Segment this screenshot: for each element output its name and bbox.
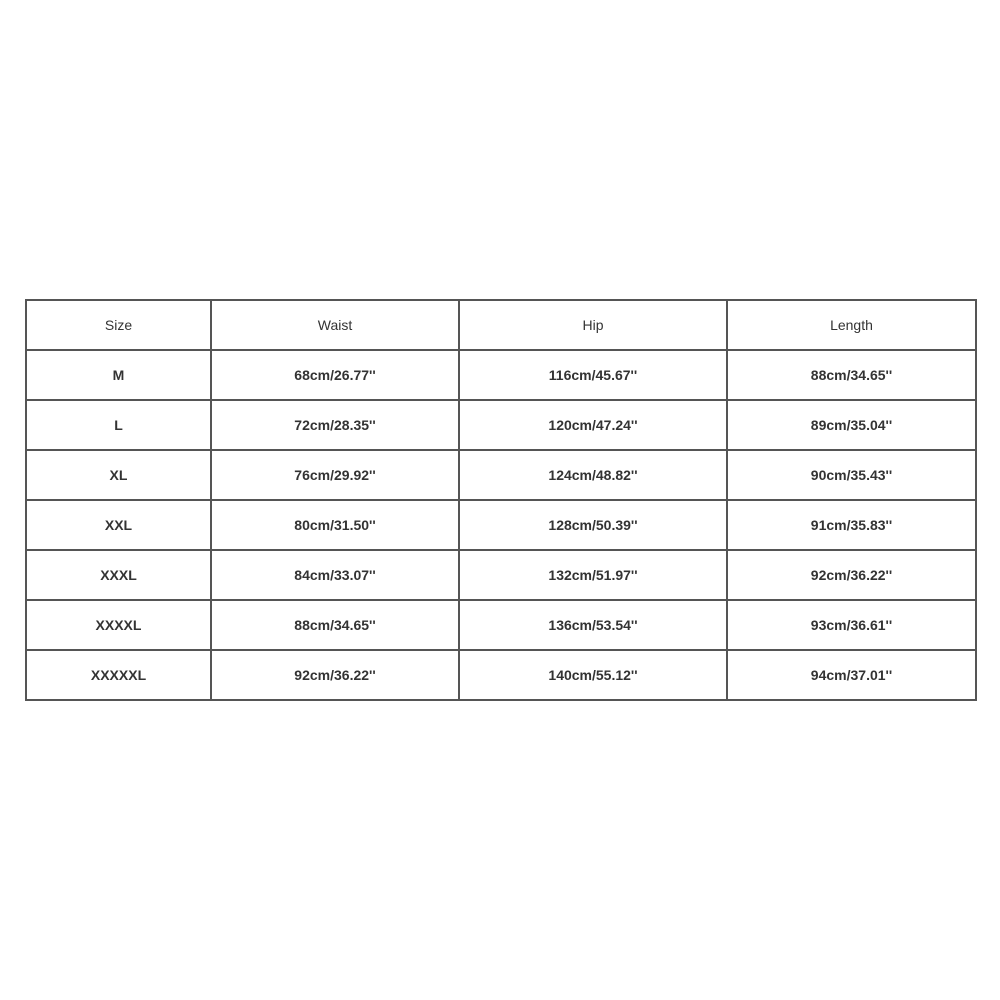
waist-cell: 88cm/34.65'' — [211, 600, 459, 650]
table-row — [26, 400, 976, 450]
table-row — [26, 350, 976, 400]
hip-cell: 132cm/51.97'' — [459, 550, 727, 600]
size-cell: XXL — [26, 500, 211, 550]
header-hip: Hip — [459, 300, 727, 350]
size-cell: XXXXXL — [26, 650, 211, 700]
waist-cell: 92cm/36.22'' — [211, 650, 459, 700]
size-chart-table — [25, 299, 977, 701]
waist-cell: 76cm/29.92'' — [211, 450, 459, 500]
size-cell: L — [26, 400, 211, 450]
hip-cell: 116cm/45.67'' — [459, 350, 727, 400]
length-cell: 91cm/35.83'' — [727, 500, 976, 550]
header-size: Size — [26, 300, 211, 350]
table-row — [26, 450, 976, 500]
waist-cell: 84cm/33.07'' — [211, 550, 459, 600]
waist-cell: 68cm/26.77'' — [211, 350, 459, 400]
hip-cell: 124cm/48.82'' — [459, 450, 727, 500]
hip-cell: 140cm/55.12'' — [459, 650, 727, 700]
waist-cell: 72cm/28.35'' — [211, 400, 459, 450]
length-cell: 93cm/36.61'' — [727, 600, 976, 650]
table-row — [26, 600, 976, 650]
size-cell: XL — [26, 450, 211, 500]
hip-cell: 120cm/47.24'' — [459, 400, 727, 450]
length-cell: 92cm/36.22'' — [727, 550, 976, 600]
waist-cell: 80cm/31.50'' — [211, 500, 459, 550]
header-waist: Waist — [211, 300, 459, 350]
table-row — [26, 650, 976, 700]
length-cell: 94cm/37.01'' — [727, 650, 976, 700]
hip-cell: 128cm/50.39'' — [459, 500, 727, 550]
length-cell: 89cm/35.04'' — [727, 400, 976, 450]
table-row — [26, 550, 976, 600]
table-row — [26, 500, 976, 550]
length-cell: 88cm/34.65'' — [727, 350, 976, 400]
header-length: Length — [727, 300, 976, 350]
size-cell: XXXXL — [26, 600, 211, 650]
length-cell: 90cm/35.43'' — [727, 450, 976, 500]
hip-cell: 136cm/53.54'' — [459, 600, 727, 650]
size-cell: M — [26, 350, 211, 400]
header-row — [26, 300, 976, 350]
size-cell: XXXL — [26, 550, 211, 600]
